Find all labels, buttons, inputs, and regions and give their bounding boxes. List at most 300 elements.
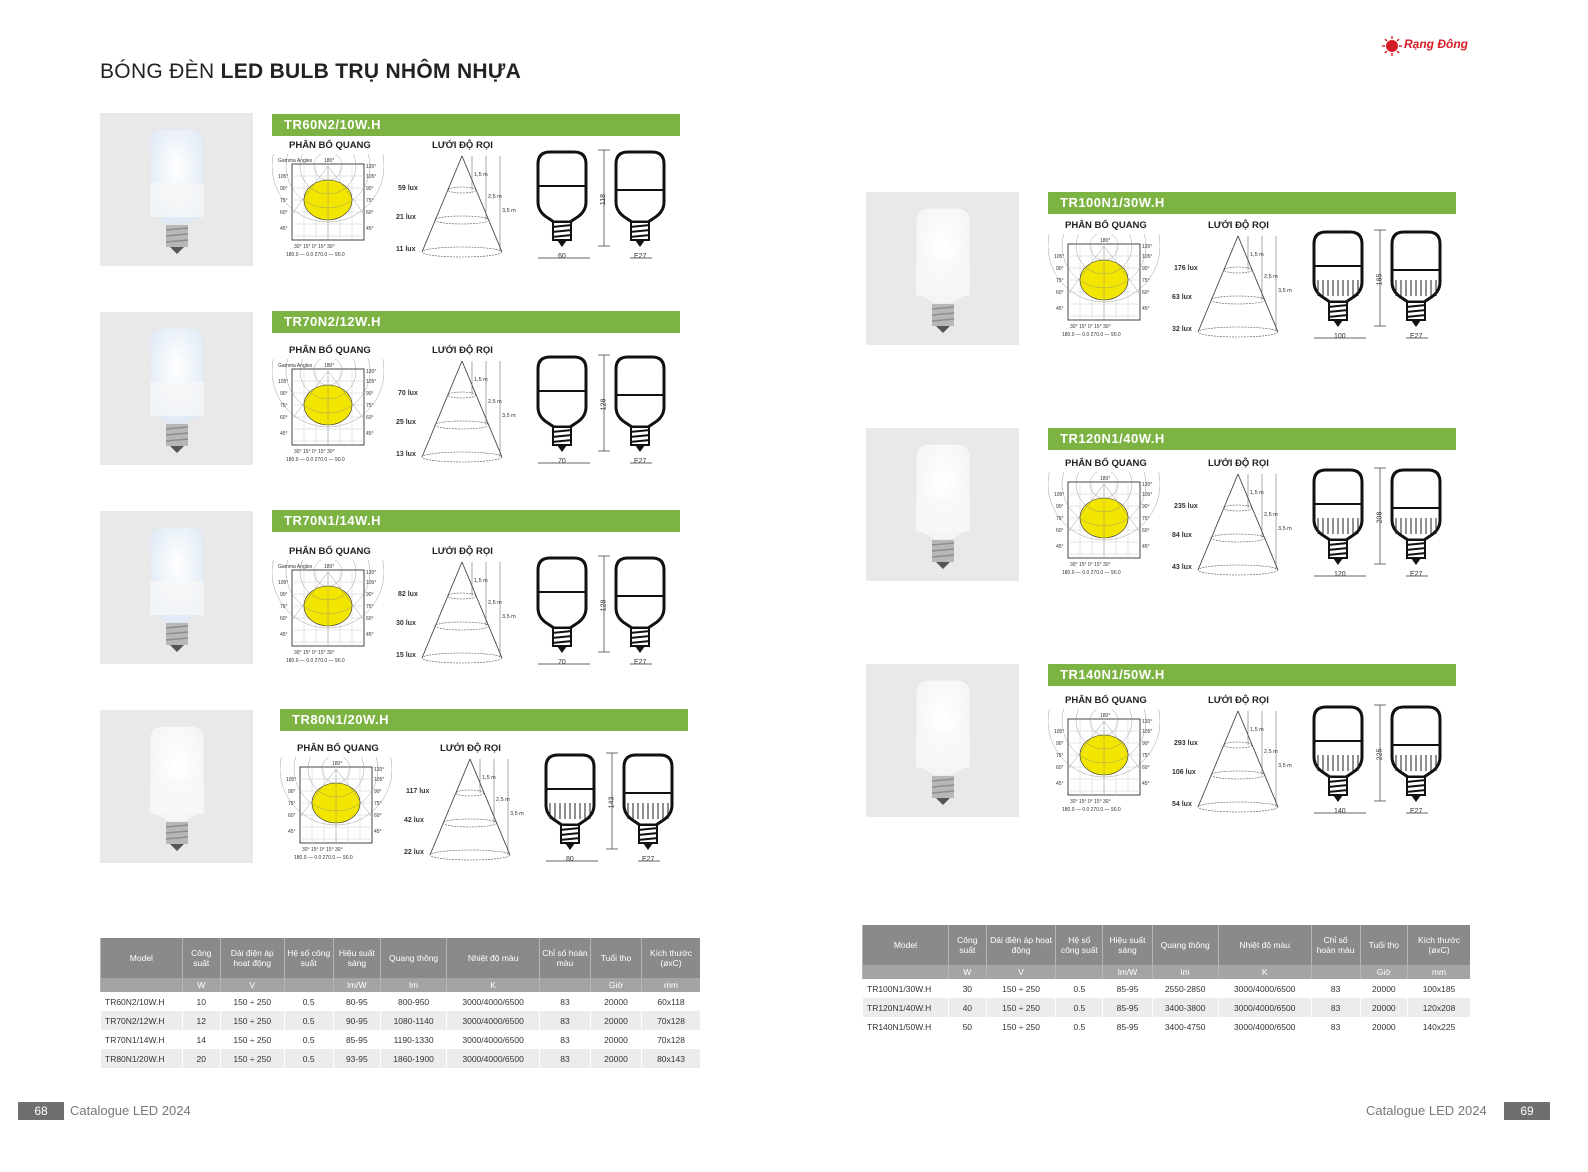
product-photo	[100, 511, 253, 664]
table-cell: 150 ÷ 250	[986, 979, 1055, 998]
polar-distribution-diagram	[1048, 472, 1160, 582]
table-row	[101, 992, 701, 1011]
height-dimension: 225	[1376, 748, 1384, 761]
svg-text:2,5 m: 2,5 m	[488, 600, 502, 606]
polar-heading: PHÂN BỐ QUANG	[1065, 695, 1147, 706]
socket-dimension: E27	[634, 253, 647, 260]
bulb-side-drawing	[1310, 230, 1370, 334]
svg-text:45°: 45°	[1056, 781, 1064, 787]
svg-text:45°: 45°	[366, 431, 374, 437]
svg-text:45°: 45°	[280, 632, 288, 638]
svg-text:Gamma Angles: Gamma Angles	[278, 363, 313, 369]
product-photo	[100, 312, 253, 465]
svg-text:60°: 60°	[280, 210, 288, 216]
svg-text:105°: 105°	[278, 379, 289, 385]
svg-text:105°: 105°	[1054, 492, 1065, 498]
product-model-bar: TR70N1/14W.H	[272, 510, 680, 532]
svg-text:75°: 75°	[366, 198, 374, 204]
table-cell: 3000/4000/6500	[447, 1030, 540, 1049]
product-model-bar: TR60N2/10W.H	[272, 114, 680, 136]
svg-text:60°: 60°	[1056, 765, 1064, 771]
svg-text:60°: 60°	[280, 415, 288, 421]
height-dimension: 208	[1376, 511, 1384, 524]
bulb-front-drawing	[612, 150, 672, 254]
page-title: BÓNG ĐÈN LED BULB TRỤ NHÔM NHỰA	[100, 60, 522, 83]
table-cell: 50	[948, 1017, 986, 1036]
table-cell: 20000	[1360, 998, 1407, 1017]
product-photo	[866, 192, 1019, 345]
bulb-front-drawing	[612, 556, 672, 660]
lux-label: 293 lux	[1174, 740, 1198, 747]
bulb-front-drawing	[1388, 468, 1448, 572]
svg-text:75°: 75°	[374, 801, 382, 807]
svg-text:75°: 75°	[1056, 753, 1064, 759]
lux-label: 235 lux	[1174, 503, 1198, 510]
cone-heading: LƯỚI ĐỘ RỌI	[440, 743, 501, 754]
svg-text:30° 15° 0° 15° 30°: 30° 15° 0° 15° 30°	[1070, 324, 1111, 330]
product-model-bar: TR120N1/40W.H	[1048, 428, 1456, 450]
svg-text:1,5 m: 1,5 m	[474, 172, 488, 178]
brand-logo: Rạng Đông	[1382, 34, 1472, 58]
svg-text:90°: 90°	[366, 592, 374, 598]
svg-text:105°: 105°	[366, 174, 377, 180]
svg-text:180°: 180°	[324, 363, 335, 369]
bulb-front-drawing	[1388, 705, 1448, 809]
svg-text:90°: 90°	[1056, 504, 1064, 510]
page-number-left: 68	[18, 1102, 64, 1120]
svg-text:60°: 60°	[280, 616, 288, 622]
svg-text:105°: 105°	[374, 777, 385, 783]
svg-text:180°: 180°	[332, 761, 343, 767]
bulb-side-drawing	[534, 150, 594, 254]
table-cell: 83	[1311, 998, 1360, 1017]
table-cell: 14	[182, 1030, 220, 1049]
led-bulb-photo-icon	[100, 312, 253, 465]
product-model-bar: TR140N1/50W.H	[1048, 664, 1456, 686]
svg-text:105°: 105°	[366, 580, 377, 586]
illuminance-cone-diagram	[402, 357, 522, 469]
height-dimension: 128	[600, 599, 608, 612]
table-cell: 2550-2850	[1152, 979, 1218, 998]
svg-text:Gamma Angles: Gamma Angles	[278, 564, 313, 570]
table-cell: 80-95	[333, 992, 380, 1011]
table-cell: 3000/4000/6500	[1218, 998, 1311, 1017]
svg-text:45°: 45°	[1142, 306, 1150, 312]
illuminance-cone-diagram	[402, 558, 522, 670]
illuminance-cone-diagram	[1178, 707, 1298, 819]
table-cell: 10	[182, 992, 220, 1011]
table-cell: 20000	[590, 1011, 641, 1030]
table-cell: 1080-1140	[380, 1011, 446, 1030]
bulb-front-drawing	[620, 753, 680, 857]
width-dimension: 120	[1334, 571, 1346, 578]
svg-text:60°: 60°	[1056, 290, 1064, 296]
table-cell: 20000	[590, 1049, 641, 1068]
svg-text:75°: 75°	[288, 801, 296, 807]
svg-text:45°: 45°	[1142, 781, 1150, 787]
width-dimension-line	[534, 252, 674, 264]
svg-text:45°: 45°	[366, 632, 374, 638]
svg-text:3,5 m: 3,5 m	[502, 614, 516, 620]
table-cell: 3000/4000/6500	[447, 992, 540, 1011]
table-cell: 20000	[1360, 979, 1407, 998]
svg-text:90°: 90°	[280, 186, 288, 192]
illuminance-cone-diagram	[1178, 232, 1298, 344]
width-dimension: 70	[558, 659, 566, 666]
socket-dimension: E27	[1410, 571, 1423, 578]
table-cell: 85-95	[333, 1030, 380, 1049]
table-cell: 3000/4000/6500	[447, 1011, 540, 1030]
polar-distribution-diagram	[272, 154, 384, 264]
svg-text:90°: 90°	[374, 789, 382, 795]
lux-label: 63 lux	[1172, 294, 1192, 301]
svg-text:60°: 60°	[366, 210, 374, 216]
svg-text:60°: 60°	[366, 415, 374, 421]
table-cell: TR70N2/12W.H	[101, 1011, 183, 1030]
svg-text:90°: 90°	[1142, 741, 1150, 747]
table-cell: 70x128	[642, 1030, 700, 1049]
illuminance-cone-diagram	[410, 755, 530, 867]
table-cell: 150 ÷ 250	[220, 1030, 284, 1049]
svg-text:120°: 120°	[1142, 244, 1153, 250]
width-dimension: 70	[558, 458, 566, 465]
bulb-front-drawing	[612, 355, 672, 459]
table-cell: 85-95	[1103, 998, 1152, 1017]
illuminance-cone-diagram	[402, 152, 522, 264]
lux-label: 25 lux	[396, 419, 416, 426]
table-cell: 150 ÷ 250	[220, 1049, 284, 1068]
svg-text:105°: 105°	[278, 174, 289, 180]
svg-text:75°: 75°	[1056, 278, 1064, 284]
lux-label: 70 lux	[398, 390, 418, 397]
svg-text:60°: 60°	[1142, 290, 1150, 296]
width-dimension-line	[1310, 807, 1450, 819]
catalogue-label-left: Catalogue LED 2024	[70, 1103, 191, 1118]
cone-heading: LƯỚI ĐỘ RỌI	[1208, 695, 1269, 706]
svg-text:3,5 m: 3,5 m	[1278, 288, 1292, 294]
svg-text:75°: 75°	[280, 403, 288, 409]
lux-label: 13 lux	[396, 451, 416, 458]
table-row	[101, 1030, 701, 1049]
svg-text:60°: 60°	[288, 813, 296, 819]
table-cell: 120x208	[1408, 998, 1470, 1017]
table-cell: TR60N2/10W.H	[101, 992, 183, 1011]
svg-text:180°: 180°	[324, 158, 335, 164]
table-cell: 1860-1900	[380, 1049, 446, 1068]
lux-label: 42 lux	[404, 817, 424, 824]
svg-text:90°: 90°	[1056, 741, 1064, 747]
svg-text:30° 15° 0° 15° 30°: 30° 15° 0° 15° 30°	[294, 449, 335, 455]
width-dimension-line	[1310, 570, 1450, 582]
height-dimension: 128	[600, 398, 608, 411]
svg-text:60°: 60°	[1056, 528, 1064, 534]
table-cell: TR120N1/40W.H	[863, 998, 949, 1017]
spec-table-right	[862, 925, 1470, 1036]
table-cell: TR140N1/50W.H	[863, 1017, 949, 1036]
svg-text:60°: 60°	[1142, 765, 1150, 771]
svg-text:180.0 — 0.0 270.0 — 90.0: 180.0 — 0.0 270.0 — 90.0	[1062, 570, 1121, 576]
table-cell: 3400-4750	[1152, 1017, 1218, 1036]
svg-text:75°: 75°	[1142, 516, 1150, 522]
svg-text:Gamma Angles: Gamma Angles	[278, 158, 313, 164]
svg-text:45°: 45°	[1056, 306, 1064, 312]
table-cell: 0.5	[284, 1030, 333, 1049]
lux-label: 15 lux	[396, 652, 416, 659]
svg-text:105°: 105°	[286, 777, 297, 783]
table-cell: 0.5	[284, 992, 333, 1011]
svg-text:75°: 75°	[280, 198, 288, 204]
cone-heading: LƯỚI ĐỘ RỌI	[1208, 458, 1269, 469]
table-cell: 93-95	[333, 1049, 380, 1068]
socket-dimension: E27	[634, 659, 647, 666]
width-dimension-line	[542, 855, 682, 867]
product-photo	[100, 113, 253, 266]
table-cell: 83	[540, 1011, 591, 1030]
table-row	[101, 1049, 701, 1068]
table-cell: 83	[540, 992, 591, 1011]
lux-label: 117 lux	[406, 788, 430, 795]
table-cell: 0.5	[284, 1011, 333, 1030]
svg-text:90°: 90°	[366, 186, 374, 192]
svg-text:90°: 90°	[1056, 266, 1064, 272]
svg-text:45°: 45°	[366, 226, 374, 232]
svg-text:75°: 75°	[1142, 753, 1150, 759]
led-bulb-photo-icon	[866, 192, 1019, 345]
svg-text:1,5 m: 1,5 m	[474, 578, 488, 584]
socket-dimension: E27	[1410, 333, 1423, 340]
polar-distribution-diagram	[1048, 234, 1160, 344]
polar-heading: PHÂN BỐ QUANG	[289, 345, 371, 356]
table-row	[863, 979, 1471, 998]
table-cell: 0.5	[1056, 998, 1103, 1017]
width-dimension: 60	[558, 253, 566, 260]
lux-label: 43 lux	[1172, 564, 1192, 571]
svg-text:1,5 m: 1,5 m	[474, 377, 488, 383]
width-dimension: 100	[1334, 333, 1346, 340]
table-cell: 3400-3800	[1152, 998, 1218, 1017]
svg-text:60°: 60°	[366, 616, 374, 622]
svg-text:60°: 60°	[374, 813, 382, 819]
svg-text:120°: 120°	[1142, 719, 1153, 725]
lux-label: 176 lux	[1174, 265, 1198, 272]
table-row	[863, 1017, 1471, 1036]
lux-label: 54 lux	[1172, 801, 1192, 808]
svg-text:90°: 90°	[280, 391, 288, 397]
svg-text:45°: 45°	[374, 829, 382, 835]
svg-text:105°: 105°	[1054, 729, 1065, 735]
table-cell: 3000/4000/6500	[447, 1049, 540, 1068]
svg-text:45°: 45°	[1056, 544, 1064, 550]
lux-label: 32 lux	[1172, 326, 1192, 333]
svg-text:2,5 m: 2,5 m	[496, 797, 510, 803]
lux-label: 21 lux	[396, 214, 416, 221]
bulb-side-drawing	[534, 355, 594, 459]
svg-text:2,5 m: 2,5 m	[1264, 749, 1278, 755]
spec-table-left	[100, 938, 700, 1068]
table-header-row: Model Công suất Dải điện áp hoạt động Hệ số công suất Hiệu suất sáng Quang thông Nhiệt độ màu Chỉ số hoàn màu Tuổi thọ Kích thước (øxC)	[863, 925, 1471, 965]
table-cell: 150 ÷ 250	[986, 1017, 1055, 1036]
table-cell: TR70N1/14W.H	[101, 1030, 183, 1049]
svg-text:45°: 45°	[280, 431, 288, 437]
svg-text:30° 15° 0° 15° 30°: 30° 15° 0° 15° 30°	[294, 650, 335, 656]
illuminance-cone-diagram	[1178, 470, 1298, 582]
socket-dimension: E27	[1410, 808, 1423, 815]
svg-text:120°: 120°	[366, 369, 377, 375]
product-model-bar: TR70N2/12W.H	[272, 311, 680, 333]
product-photo	[866, 428, 1019, 581]
polar-heading: PHÂN BỐ QUANG	[1065, 458, 1147, 469]
svg-text:105°: 105°	[1142, 254, 1153, 260]
table-units-row: W V lm/W lm K Giờ mm	[863, 965, 1471, 979]
svg-text:45°: 45°	[280, 226, 288, 232]
led-bulb-photo-icon	[866, 428, 1019, 581]
product-photo	[866, 664, 1019, 817]
cone-heading: LƯỚI ĐỘ RỌI	[432, 546, 493, 557]
table-cell: TR80N1/20W.H	[101, 1049, 183, 1068]
polar-distribution-diagram	[272, 359, 384, 469]
table-cell: 3000/4000/6500	[1218, 1017, 1311, 1036]
catalogue-label-right: Catalogue LED 2024	[1366, 1103, 1487, 1118]
svg-text:180°: 180°	[324, 564, 335, 570]
svg-text:3,5 m: 3,5 m	[502, 208, 516, 214]
table-cell: 83	[540, 1030, 591, 1049]
svg-text:180.0 — 0.0 270.0 — 90.0: 180.0 — 0.0 270.0 — 90.0	[1062, 807, 1121, 813]
svg-text:1,5 m: 1,5 m	[482, 775, 496, 781]
table-cell: 150 ÷ 250	[220, 1011, 284, 1030]
height-dimension: 143	[608, 796, 616, 809]
table-cell: 83	[540, 1049, 591, 1068]
table-cell: 90-95	[333, 1011, 380, 1030]
lux-label: 11 lux	[396, 246, 416, 253]
svg-text:180°: 180°	[1100, 238, 1111, 244]
table-cell: 140x225	[1408, 1017, 1470, 1036]
width-dimension: 80	[566, 856, 574, 863]
svg-text:180.0 — 0.0 270.0 — 90.0: 180.0 — 0.0 270.0 — 90.0	[286, 252, 345, 258]
svg-text:120°: 120°	[1142, 482, 1153, 488]
table-cell: 83	[1311, 1017, 1360, 1036]
table-units-row: W V lm/W lm K Giờ mm	[101, 978, 701, 992]
bulb-side-drawing	[542, 753, 602, 857]
svg-text:3,5 m: 3,5 m	[1278, 526, 1292, 532]
lux-label: 84 lux	[1172, 532, 1192, 539]
svg-text:30° 15° 0° 15° 30°: 30° 15° 0° 15° 30°	[294, 244, 335, 250]
width-dimension: 140	[1334, 808, 1346, 815]
sun-logo-icon	[1382, 36, 1402, 56]
svg-text:75°: 75°	[1142, 278, 1150, 284]
svg-text:2,5 m: 2,5 m	[1264, 512, 1278, 518]
table-cell: 20000	[590, 992, 641, 1011]
led-bulb-photo-icon	[100, 710, 253, 863]
page-number-right: 69	[1504, 1102, 1550, 1120]
width-dimension-line	[534, 658, 674, 670]
width-dimension-line	[534, 457, 674, 469]
svg-text:3,5 m: 3,5 m	[502, 413, 516, 419]
polar-heading: PHÂN BỐ QUANG	[289, 140, 371, 151]
table-cell: 20000	[590, 1030, 641, 1049]
table-header-row: Model Công suất Dải điện áp hoạt động Hệ số công suất Hiệu suất sáng Quang thông Nhiệt độ màu Chỉ số hoàn màu Tuổi thọ Kích thước (øxC)	[101, 938, 701, 978]
table-cell: 70x128	[642, 1011, 700, 1030]
table-cell: 150 ÷ 250	[986, 998, 1055, 1017]
table-cell: 80x143	[642, 1049, 700, 1068]
polar-distribution-diagram	[1048, 709, 1160, 819]
svg-text:60°: 60°	[1142, 528, 1150, 534]
svg-text:45°: 45°	[288, 829, 296, 835]
table-row	[863, 998, 1471, 1017]
led-bulb-photo-icon	[100, 511, 253, 664]
table-cell: 0.5	[284, 1049, 333, 1068]
table-cell: 0.5	[1056, 979, 1103, 998]
svg-text:75°: 75°	[366, 403, 374, 409]
svg-text:90°: 90°	[366, 391, 374, 397]
svg-text:30° 15° 0° 15° 30°: 30° 15° 0° 15° 30°	[1070, 799, 1111, 805]
table-cell: 85-95	[1103, 1017, 1152, 1036]
bulb-side-drawing	[1310, 468, 1370, 572]
svg-text:1,5 m: 1,5 m	[1250, 490, 1264, 496]
led-bulb-photo-icon	[866, 664, 1019, 817]
svg-text:75°: 75°	[1056, 516, 1064, 522]
width-dimension-line	[1310, 332, 1450, 344]
polar-heading: PHÂN BỐ QUANG	[1065, 220, 1147, 231]
table-cell: 12	[182, 1011, 220, 1030]
svg-text:180.0 — 0.0 270.0 — 90.0: 180.0 — 0.0 270.0 — 90.0	[294, 855, 353, 861]
svg-text:105°: 105°	[1142, 729, 1153, 735]
table-cell: 150 ÷ 250	[220, 992, 284, 1011]
svg-text:105°: 105°	[366, 379, 377, 385]
table-cell: 20	[182, 1049, 220, 1068]
bulb-front-drawing	[1388, 230, 1448, 334]
table-cell: 100x185	[1408, 979, 1470, 998]
bulb-side-drawing	[534, 556, 594, 660]
polar-heading: PHÂN BỐ QUANG	[297, 743, 379, 754]
svg-text:90°: 90°	[288, 789, 296, 795]
height-dimension: 185	[1376, 273, 1384, 286]
bulb-side-drawing	[1310, 705, 1370, 809]
svg-text:2,5 m: 2,5 m	[1264, 274, 1278, 280]
svg-text:30° 15° 0° 15° 30°: 30° 15° 0° 15° 30°	[1070, 562, 1111, 568]
table-cell: 30	[948, 979, 986, 998]
svg-text:30° 15° 0° 15° 30°: 30° 15° 0° 15° 30°	[302, 847, 343, 853]
table-row	[101, 1011, 701, 1030]
svg-text:2,5 m: 2,5 m	[488, 194, 502, 200]
svg-text:1,5 m: 1,5 m	[1250, 252, 1264, 258]
product-model-bar: TR100N1/30W.H	[1048, 192, 1456, 214]
svg-text:180°: 180°	[1100, 713, 1111, 719]
table-cell: TR100N1/30W.H	[863, 979, 949, 998]
table-cell: 800-950	[380, 992, 446, 1011]
led-bulb-photo-icon	[100, 113, 253, 266]
table-cell: 40	[948, 998, 986, 1017]
svg-text:180.0 — 0.0 270.0 — 90.0: 180.0 — 0.0 270.0 — 90.0	[1062, 332, 1121, 338]
svg-text:1,5 m: 1,5 m	[1250, 727, 1264, 733]
socket-dimension: E27	[642, 856, 655, 863]
lux-label: 82 lux	[398, 591, 418, 598]
table-cell: 83	[1311, 979, 1360, 998]
table-cell: 1190-1330	[380, 1030, 446, 1049]
cone-heading: LƯỚI ĐỘ RỌI	[432, 140, 493, 151]
svg-text:75°: 75°	[366, 604, 374, 610]
svg-text:180.0 — 0.0 270.0 — 90.0: 180.0 — 0.0 270.0 — 90.0	[286, 658, 345, 664]
cone-heading: LƯỚI ĐỘ RỌI	[432, 345, 493, 356]
svg-text:105°: 105°	[278, 580, 289, 586]
svg-text:180°: 180°	[1100, 476, 1111, 482]
table-cell: 60x118	[642, 992, 700, 1011]
svg-text:120°: 120°	[374, 767, 385, 773]
table-cell: 85-95	[1103, 979, 1152, 998]
product-photo	[100, 710, 253, 863]
svg-text:90°: 90°	[1142, 504, 1150, 510]
svg-text:90°: 90°	[280, 592, 288, 598]
svg-text:180.0 — 0.0 270.0 — 90.0: 180.0 — 0.0 270.0 — 90.0	[286, 457, 345, 463]
